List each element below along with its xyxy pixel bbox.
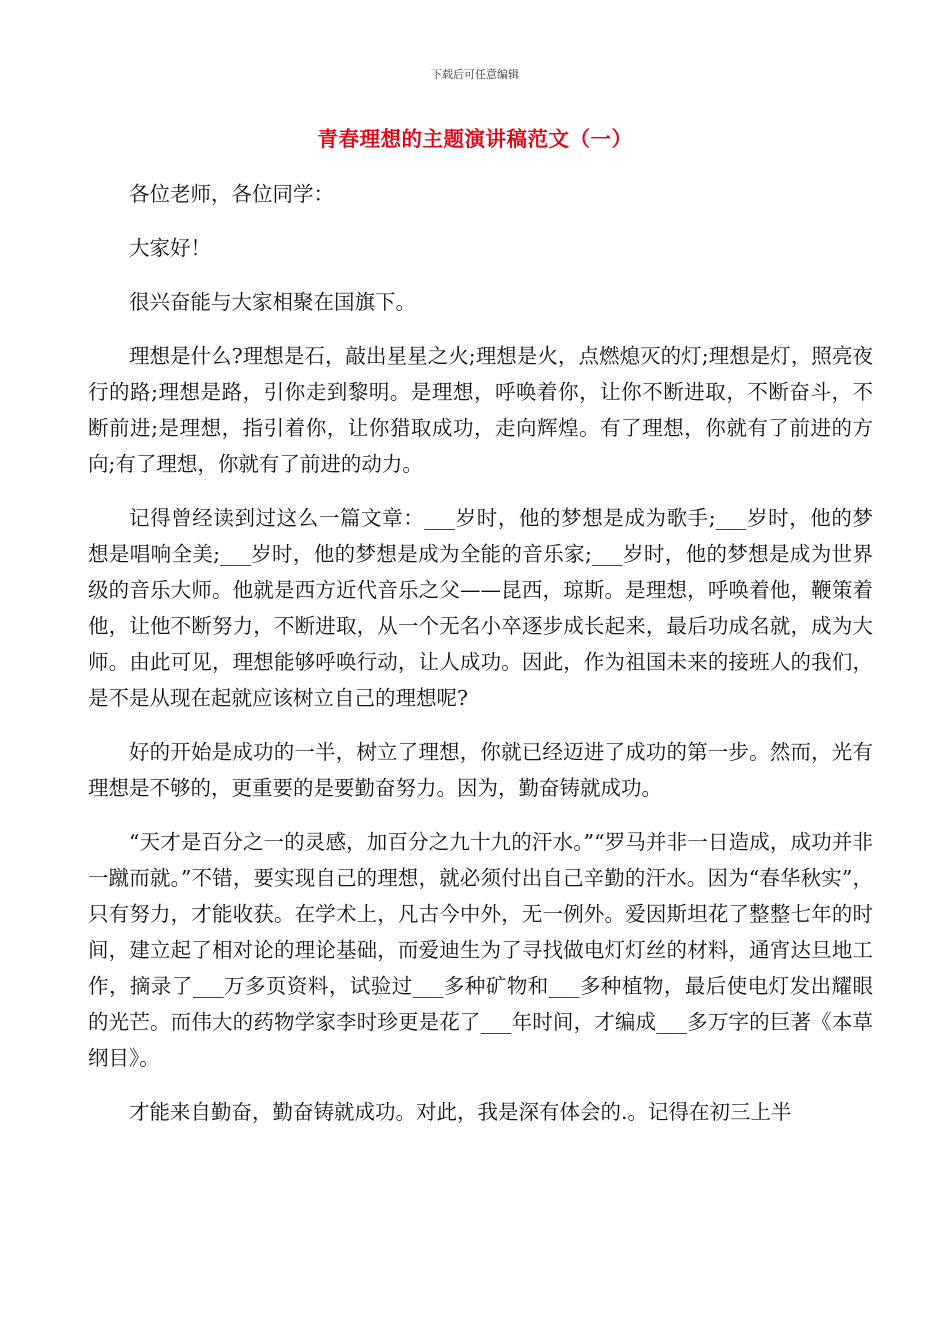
page-header-note: 下载后可任意编辑 [431,68,519,81]
paragraph: 记得曾经读到过这么一篇文章：___岁时，他的梦想是成为歌手;___岁时，他的梦想是唱响全美;___岁时，他的梦想是成为全能的音乐家;___岁时，他的梦想是成为世界级的音乐大师。他就是西方近代音乐之父——昆西，琼斯。是理想，呼唤着他，鞭策着他，让他不断努力，不断进取，从一个无名小卒逐步成长起来，最后功成名就，成为大师。由此可见，理想能够呼唤行动，让人成功。因此，作为祖国未来的接班人的我们，是不是从现在起就应该树立自己的理想呢? [88,506,873,710]
paragraph: 各位老师，各位同学： [129,182,334,206]
paragraph: 很兴奋能与大家相聚在国旗下。 [129,290,416,314]
document-title: 青春理想的主题演讲稿范文（一） [317,127,633,151]
paragraph: 理想是什么?理想是石，敲出星星之火;理想是火，点燃熄灭的灯;理想是灯，照亮夜行的路;理想是路，引你走到黎明。是理想，呼唤着你，让你不断进取，不断奋斗，不断前进;是理想，指引着你，让你猎取成功，走向辉煌。有了理想，你就有了前进的方向;有了理想，你就有了前进的动力。 [88,344,873,476]
paragraph: 大家好！ [129,236,211,260]
paragraph: “天才是百分之一的灵感，加百分之九十九的汗水。”“罗马并非一日造成，成功并非一蹴而就。”不错，要实现自己的理想，就必须付出自己辛勤的汗水。因为“春华秋实”，只有努力，才能收获。在学术上，凡古今中外，无一例外。爱因斯坦花了整整七年的时间，建立起了相对论的理论基础，而爱迪生为了寻找做电灯灯丝的材料，通宵达旦地工作，摘录了___万多页资料，试验过___多种矿物和___多种植物，最后使电灯发出耀眼的光芒。而伟大的药物学家李时珍更是花了___年时间，才编成___多万字的巨著《本草纲目》。 [88,830,873,1070]
document-body [88,176,873,1148]
paragraph: 好的开始是成功的一半，树立了理想，你就已经迈进了成功的第一步。然而，光有理想是不够的，更重要的是要勤奋努力。因为，勤奋铸就成功。 [88,740,873,800]
paragraph: 才能来自勤奋，勤奋铸就成功。对此，我是深有体会的.。记得在初三上半 [129,1100,792,1124]
